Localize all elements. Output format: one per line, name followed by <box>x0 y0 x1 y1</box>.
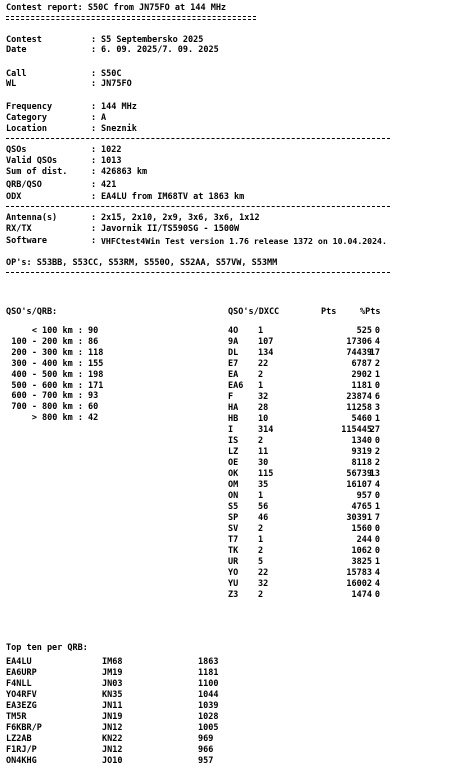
top-ten-distance: 969 <box>198 734 214 744</box>
dxcc-prefix: HA <box>228 403 239 413</box>
dxcc-qso-count: 46 <box>258 513 269 523</box>
info-key: Frequency <box>6 102 53 112</box>
dxcc-prefix: IS <box>228 436 239 446</box>
dxcc-percent: 17 <box>369 348 380 358</box>
dxcc-prefix: S5 <box>228 502 239 512</box>
qrb-range: 300 - 400 km : <box>11 358 83 369</box>
dxcc-prefix: 4O <box>228 326 239 336</box>
dxcc-qso-count: 28 <box>258 403 269 413</box>
info-key: Contest <box>6 35 42 45</box>
dxcc-points: 16107 <box>346 480 372 490</box>
dxcc-percent: 0 <box>374 381 380 391</box>
qrb-range: 100 - 200 km : <box>11 336 83 347</box>
dxcc-qso-count: 1 <box>258 535 264 545</box>
dxcc-prefix: 9A <box>228 337 239 347</box>
top-ten-locator: JN11 <box>102 701 123 711</box>
top-ten-row <box>6 734 266 745</box>
dxcc-percent: 6 <box>374 392 380 402</box>
dxcc-qso-count: 2 <box>258 370 264 380</box>
dxcc-row <box>228 348 448 359</box>
dxcc-prefix: LZ <box>228 447 239 457</box>
dxcc-qso-count: 2 <box>258 524 264 534</box>
dxcc-qso-count: 1 <box>258 491 264 501</box>
top-ten-row <box>6 756 266 767</box>
qrb-range: 200 - 300 km : <box>11 347 83 358</box>
dxcc-percent: 0 <box>374 524 380 534</box>
report-title: Contest report: S50C from JN75FO at 144 MHz <box>6 3 227 13</box>
section-divider <box>6 138 390 139</box>
dxcc-points: 3825 <box>351 557 372 567</box>
section-divider <box>6 272 390 273</box>
dxcc-prefix: OM <box>228 480 239 490</box>
equipment-value: VHFCtest4Win Test version 1.76 release 1372 on 10.04.2024. <box>101 236 387 246</box>
stat-key: Valid QSOs <box>6 156 58 166</box>
pts-column-header: Pts <box>321 307 337 317</box>
qrb-count: 155 <box>88 358 104 369</box>
qrb-count: 171 <box>88 380 104 391</box>
equipment-key: RX/TX <box>6 224 32 234</box>
dxcc-qso-count: 56 <box>258 502 269 512</box>
dxcc-percent: 4 <box>374 480 380 490</box>
dxcc-row <box>228 447 448 458</box>
dxcc-row <box>228 535 448 546</box>
dxcc-row <box>228 480 448 491</box>
dxcc-row <box>228 436 448 447</box>
dxcc-row <box>228 524 448 535</box>
top-ten-call: F6KBR/P <box>6 723 42 733</box>
dxcc-qso-count: 22 <box>258 568 269 578</box>
equipment-key: Software <box>6 236 47 246</box>
stat-key: Sum of dist. <box>6 167 68 177</box>
info-row: WL : JN75FO <box>6 79 132 89</box>
dxcc-points: 1181 <box>351 381 372 391</box>
dxcc-percent: 4 <box>374 568 380 578</box>
top-ten-locator: KN22 <box>102 734 123 744</box>
top-ten-locator: JN19 <box>102 712 123 722</box>
qrb-row <box>6 359 206 370</box>
dxcc-prefix: HB <box>228 414 239 424</box>
stat-value: 1022 <box>101 145 122 155</box>
dxcc-prefix: E7 <box>228 359 239 369</box>
dxcc-points: 957 <box>356 491 372 501</box>
dxcc-percent: 2 <box>374 458 380 468</box>
qrb-count: 118 <box>88 347 104 358</box>
stat-key: QRB/QSO <box>6 180 42 190</box>
dxcc-percent: 1 <box>374 557 380 567</box>
info-value: S5 Septembersko 2025 <box>101 35 204 45</box>
qrb-row <box>6 413 206 424</box>
info-value: A <box>101 113 107 123</box>
qrb-range: > 800 km : <box>31 413 83 424</box>
dxcc-row <box>228 403 448 414</box>
top-ten-locator: JN03 <box>102 679 123 689</box>
top-ten-call: EA4LU <box>6 657 32 667</box>
dxcc-row <box>228 370 448 381</box>
dxcc-qso-count: 2 <box>258 546 264 556</box>
stat-value: EA4LU from IM68TV at 1863 km <box>101 192 245 202</box>
qrb-row <box>6 326 206 337</box>
top-ten-distance: 1039 <box>198 701 219 711</box>
top-ten-distance: 1100 <box>198 679 219 689</box>
pct-column-header: %Pts <box>360 307 381 317</box>
dxcc-qso-count: 5 <box>258 557 264 567</box>
dxcc-points: 2902 <box>351 370 372 380</box>
top-ten-call: TM5R <box>6 712 27 722</box>
dxcc-prefix: F <box>228 392 234 402</box>
dxcc-qso-count: 35 <box>258 480 269 490</box>
qrb-count: 86 <box>88 336 99 347</box>
dxcc-points: 525 <box>356 326 372 336</box>
top-ten-locator: JO10 <box>102 756 123 766</box>
top-ten-distance: 1028 <box>198 712 219 722</box>
qrb-row <box>6 370 206 381</box>
dxcc-qso-count: 10 <box>258 414 269 424</box>
info-row: Date : 6. 09. 2025/7. 09. 2025 <box>6 45 219 55</box>
title-underline <box>6 16 256 20</box>
dxcc-points: 1340 <box>351 436 372 446</box>
dxcc-points: 244 <box>356 535 372 545</box>
stat-key: QSOs <box>6 145 27 155</box>
info-row: Frequency : 144 MHz <box>6 102 137 112</box>
dxcc-percent: 1 <box>374 414 380 424</box>
dxcc-row <box>228 337 448 348</box>
qrb-range: < 100 km : <box>31 326 83 336</box>
info-key: Date <box>6 45 27 55</box>
dxcc-prefix: YU <box>228 579 239 589</box>
top-ten-distance: 1044 <box>198 690 219 700</box>
dxcc-percent: 7 <box>374 513 380 523</box>
dxcc-qso-count: 1 <box>258 326 264 336</box>
dxcc-percent: 4 <box>374 579 380 589</box>
section-divider <box>6 206 390 207</box>
stat-value: 421 <box>101 180 117 190</box>
qrb-count: 93 <box>88 391 99 402</box>
top-ten-row <box>6 690 266 701</box>
dxcc-row <box>228 546 448 557</box>
stat-row: ODX : EA4LU from IM68TV at 1863 km <box>6 192 245 202</box>
dxcc-points: 15783 <box>346 568 372 578</box>
info-value: 6. 09. 2025/7. 09. 2025 <box>101 45 219 55</box>
dxcc-points: 30391 <box>346 513 372 523</box>
equipment-row: Antenna(s) : 2x15, 2x10, 2x9, 3x6, 3x6, 1x12 <box>6 213 260 223</box>
dxcc-prefix: T7 <box>228 535 239 545</box>
equipment-value: 2x15, 2x10, 2x9, 3x6, 3x6, 1x12 <box>101 213 260 223</box>
top-ten-row <box>6 668 266 679</box>
dxcc-points: 1560 <box>351 524 372 534</box>
top-ten-row <box>6 745 266 756</box>
stat-row: QRB/QSO : 421 <box>6 180 117 190</box>
dxcc-points: 5460 <box>351 414 372 424</box>
dxcc-row <box>228 579 448 590</box>
top-ten-distance: 1863 <box>198 657 219 667</box>
stat-row: QSOs : 1022 <box>6 145 122 155</box>
qrb-count: 60 <box>88 402 99 413</box>
dxcc-row <box>228 458 448 469</box>
stat-value: 426863 km <box>101 167 148 177</box>
qrb-range: 400 - 500 km : <box>11 369 83 380</box>
equipment-row: RX/TX : Javornik II/TS590SG - 1500W <box>6 224 240 234</box>
top-ten-call: F4NLL <box>6 679 32 689</box>
stat-row: Valid QSOs : 1013 <box>6 156 122 166</box>
dxcc-qso-count: 2 <box>258 590 264 600</box>
dxcc-row <box>228 469 448 480</box>
dxcc-prefix: EA <box>228 370 239 380</box>
dxcc-qso-count: 134 <box>258 348 274 358</box>
dxcc-points: 17306 <box>346 337 372 347</box>
dxcc-qso-count: 32 <box>258 392 269 402</box>
equipment-value: Javornik II/TS590SG - 1500W <box>101 224 240 234</box>
dxcc-qso-count: 30 <box>258 458 269 468</box>
dxcc-percent: 27 <box>369 425 380 435</box>
dxcc-prefix: Z3 <box>228 590 239 600</box>
info-value: Sneznik <box>101 124 137 134</box>
dxcc-percent: 13 <box>369 469 380 479</box>
qrb-count: 198 <box>88 369 104 380</box>
dxcc-points: 56739 <box>346 469 372 479</box>
top-ten-call: EA3EZG <box>6 701 37 711</box>
dxcc-row <box>228 491 448 502</box>
top-ten-locator: JN12 <box>102 745 123 755</box>
dxcc-points: 115445 <box>341 425 372 435</box>
top-ten-distance: 957 <box>198 756 214 766</box>
qrb-range: 600 - 700 km : <box>11 391 83 402</box>
top-ten-row <box>6 723 266 734</box>
dxcc-points: 9319 <box>351 447 372 457</box>
qrb-range: 500 - 600 km : <box>11 380 83 391</box>
dxcc-points: 1474 <box>351 590 372 600</box>
qrb-row <box>6 391 206 402</box>
dxcc-qso-count: 2 <box>258 436 264 446</box>
top-ten-locator: KN35 <box>102 690 123 700</box>
dxcc-points: 16002 <box>346 579 372 589</box>
dxcc-points: 6787 <box>351 359 372 369</box>
dxcc-qso-count: 22 <box>258 359 269 369</box>
info-row: Call : S50C <box>6 69 122 79</box>
info-key: Call <box>6 69 27 79</box>
qrb-row <box>6 381 206 392</box>
dxcc-points: 1062 <box>351 546 372 556</box>
dxcc-percent: 0 <box>374 436 380 446</box>
stat-key: ODX <box>6 192 22 202</box>
info-value: JN75FO <box>101 79 132 89</box>
qrb-row <box>6 348 206 359</box>
dxcc-header <box>228 307 448 318</box>
dxcc-row <box>228 590 448 601</box>
dxcc-row <box>228 326 448 337</box>
dxcc-heading: QSO's/DXCC <box>228 307 280 317</box>
dxcc-row <box>228 359 448 370</box>
dxcc-percent: 2 <box>374 447 380 457</box>
info-value: 144 MHz <box>101 102 137 112</box>
qrb-count: 90 <box>88 326 99 336</box>
qrb-range: 700 - 800 km : <box>11 402 83 413</box>
dxcc-row <box>228 513 448 524</box>
stat-row: Sum of dist. : 426863 km <box>6 167 148 177</box>
top-ten-locator: JM19 <box>102 668 123 678</box>
qrb-count: 42 <box>88 413 99 424</box>
info-row: Category : A <box>6 113 107 123</box>
info-value: S50C <box>101 69 122 79</box>
equipment-key: Antenna(s) <box>6 213 58 223</box>
dxcc-percent: 0 <box>374 326 380 336</box>
dxcc-points: 4765 <box>351 502 372 512</box>
dxcc-row <box>228 557 448 568</box>
dxcc-prefix: UR <box>228 557 239 567</box>
info-row: Contest : S5 Septembersko 2025 <box>6 35 204 45</box>
top-ten-call: EA6URP <box>6 668 37 678</box>
dxcc-percent: 1 <box>374 370 380 380</box>
dxcc-prefix: DL <box>228 348 239 358</box>
dxcc-points: 8118 <box>351 458 372 468</box>
qrb-row <box>6 337 206 348</box>
top-ten-distance: 1005 <box>198 723 219 733</box>
dxcc-qso-count: 32 <box>258 579 269 589</box>
top-ten-call: YO4RFV <box>6 690 37 700</box>
top-ten-row <box>6 701 266 712</box>
dxcc-percent: 4 <box>374 337 380 347</box>
dxcc-prefix: OK <box>228 469 239 479</box>
top-ten-call: ON4KHG <box>6 756 37 766</box>
dxcc-row <box>228 425 448 436</box>
info-key: WL <box>6 79 17 89</box>
dxcc-prefix: ON <box>228 491 239 501</box>
top-ten-row <box>6 679 266 690</box>
dxcc-row <box>228 392 448 403</box>
dxcc-row <box>228 502 448 513</box>
dxcc-percent: 3 <box>374 403 380 413</box>
qrb-heading: QSO's/QRB: <box>6 307 58 317</box>
dxcc-qso-count: 314 <box>258 425 274 435</box>
dxcc-percent: 0 <box>374 535 380 545</box>
dxcc-prefix: YO <box>228 568 239 578</box>
dxcc-qso-count: 107 <box>258 337 274 347</box>
dxcc-row <box>228 381 448 392</box>
info-key: Category <box>6 113 47 123</box>
stat-value: 1013 <box>101 156 122 166</box>
top-ten-row <box>6 712 266 723</box>
operators-line: OP's: S53BB, S53CC, S53RM, S550O, S52AA, S57VW, S53MM <box>6 258 278 268</box>
info-key: Location <box>6 124 47 134</box>
dxcc-prefix: I <box>228 425 234 435</box>
top-ten-row <box>6 657 266 668</box>
dxcc-prefix: EA6 <box>228 381 244 391</box>
dxcc-percent: 0 <box>374 546 380 556</box>
dxcc-qso-count: 11 <box>258 447 269 457</box>
dxcc-points: 23874 <box>346 392 372 402</box>
dxcc-percent: 0 <box>374 590 380 600</box>
equipment-row: Software : VHFCtest4Win Test version 1.76 release 1372 on 10.04.2024. <box>6 236 387 246</box>
top-ten-call: LZ2AB <box>6 734 32 744</box>
dxcc-qso-count: 115 <box>258 469 274 479</box>
top-ten-call: F1RJ/P <box>6 745 37 755</box>
qrb-row <box>6 402 206 413</box>
dxcc-percent: 1 <box>374 502 380 512</box>
top-ten-locator: IM68 <box>102 657 123 667</box>
dxcc-prefix: SP <box>228 513 239 523</box>
dxcc-row <box>228 568 448 579</box>
dxcc-percent: 0 <box>374 491 380 501</box>
dxcc-prefix: SV <box>228 524 239 534</box>
dxcc-qso-count: 1 <box>258 381 264 391</box>
dxcc-prefix: OE <box>228 458 239 468</box>
info-row: Location : Sneznik <box>6 124 137 134</box>
dxcc-points: 11258 <box>346 403 372 413</box>
dxcc-percent: 2 <box>374 359 380 369</box>
dxcc-row <box>228 414 448 425</box>
top-ten-distance: 966 <box>198 745 214 755</box>
top-ten-distance: 1181 <box>198 668 219 678</box>
dxcc-points: 74439 <box>346 348 372 358</box>
top-ten-locator: JN12 <box>102 723 123 733</box>
top-ten-heading: Top ten per QRB: <box>6 643 88 653</box>
dxcc-prefix: TK <box>228 546 239 556</box>
